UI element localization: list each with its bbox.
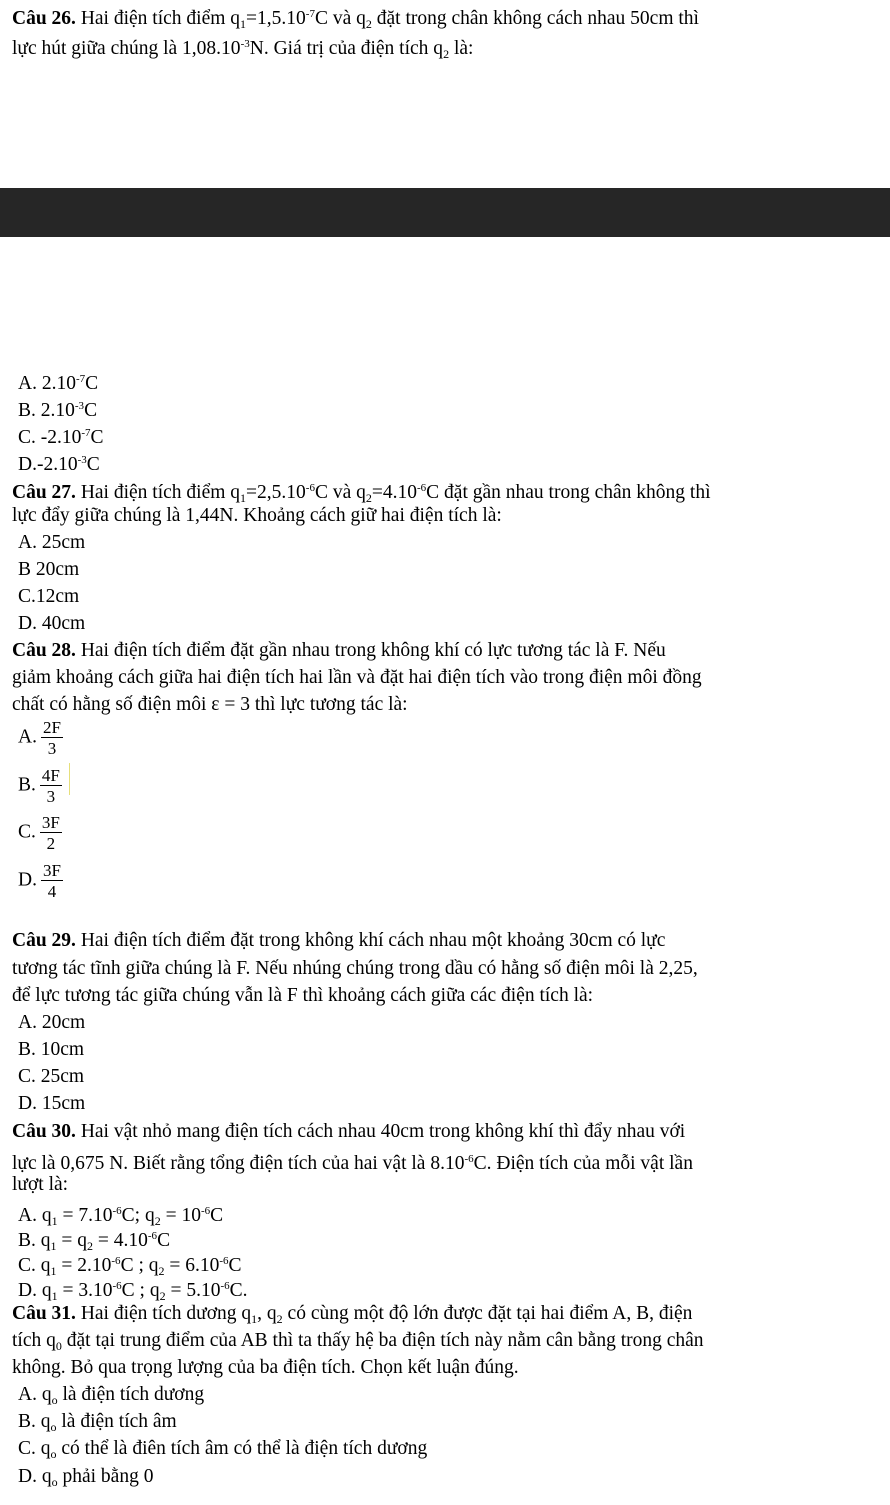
q27-option-d[interactable]: D. 40cm [18, 613, 86, 634]
option-sub: 2 [154, 1214, 161, 1228]
q30-line-3: lượt là: [12, 1174, 69, 1195]
fraction [40, 767, 62, 805]
option-text: B. 2.10 [18, 400, 75, 421]
option-text: C [84, 400, 98, 421]
fraction [41, 862, 63, 900]
option-sub: 1 [51, 1214, 58, 1228]
option-text: D.-2.10 [18, 454, 78, 475]
option-text: C. q [18, 1255, 51, 1276]
q31-text: có cùng một độ lớn được đặt tại hai điểm A, B, điện [282, 1303, 693, 1324]
option-sub: o [50, 1447, 57, 1461]
q30-text: Hai vật nhỏ mang điện tích cách nhau 40cm trong không khí thì đẩy nhau với [75, 1121, 686, 1142]
option-text: C [157, 1230, 171, 1251]
option-sub: 1 [50, 1239, 57, 1253]
q27-label: Câu 27. [12, 482, 76, 503]
q30-label: Câu 30. [12, 1121, 76, 1142]
option-text: C [85, 373, 99, 394]
fraction-denominator: 4 [47, 882, 57, 901]
option-sub: o [51, 1475, 58, 1489]
q26-text: =1,5.10 [246, 8, 306, 29]
option-sub: 2 [87, 1239, 94, 1253]
q27-option-a[interactable]: A. 25cm [18, 532, 86, 553]
option-exp: -6 [111, 1255, 121, 1267]
q28-line-1 [12, 640, 666, 662]
q26-text: N. Giá trị của điện tích q [249, 38, 444, 59]
option-text: D. q [18, 1280, 52, 1301]
option-text: A. 2.10 [18, 373, 76, 394]
option-text: là điện tích dương [57, 1384, 205, 1405]
q31-option-d[interactable] [18, 1466, 153, 1493]
option-exp: -6 [147, 1230, 158, 1242]
option-text: C. -2.10 [18, 427, 82, 448]
q26-line-1 [12, 3, 699, 35]
option-text: D. q [18, 1466, 52, 1487]
q27-exp: -6 [305, 482, 315, 494]
option-text: = q [56, 1230, 88, 1251]
q29-line-2: tương tác tĩnh giữa chúng là F. Nếu nhúng chúng trong dầu có hằng số điện môi là 2,25, [12, 958, 698, 979]
q31-option-c[interactable] [18, 1438, 427, 1465]
q27-text: =2,5.10 [246, 482, 306, 503]
option-text: C [228, 1255, 242, 1276]
option-exp: -6 [112, 1280, 122, 1292]
option-text: có thể là điên tích âm có thể là điện tích dương [56, 1438, 428, 1459]
q26-text: đặt trong chân không cách nhau 50cm thì [371, 8, 699, 29]
q27-sub: 1 [240, 491, 247, 505]
option-text: C [86, 454, 100, 475]
q28-option-c[interactable] [18, 814, 62, 852]
q28-text: Hai điện tích điểm đặt gần nhau trong không khí có lực tương tác là F. Nếu [75, 640, 666, 661]
option-text: A. q [18, 1384, 52, 1405]
fraction-denominator: 3 [46, 787, 56, 806]
q28-line-3: chất có hằng số điện môi ε = 3 thì lực tương tác là: [12, 694, 408, 715]
q29-line-1 [12, 930, 665, 952]
option-text: C [210, 1205, 224, 1226]
option-sub: 2 [158, 1264, 165, 1278]
q31-text: , q [257, 1303, 277, 1324]
q26-text: C và q [314, 8, 366, 29]
fraction-numerator: 4F [41, 766, 60, 785]
q29-option-d[interactable]: D. 15cm [18, 1093, 86, 1114]
q28-option-a[interactable] [18, 719, 63, 757]
q26-line-2 [12, 33, 473, 65]
option-exp: -6 [220, 1280, 230, 1292]
option-exp: -6 [112, 1205, 122, 1217]
q31-text: đặt tại trung điểm của AB thì ta thấy hệ ba điện tích này nằm cân bằng trong chân [61, 1330, 704, 1351]
option-text: = 4.10 [93, 1230, 148, 1251]
q27-sub: 2 [365, 491, 372, 505]
q26-option-c[interactable] [18, 422, 104, 449]
fraction-numerator: 3F [42, 861, 61, 880]
q31-line-2 [12, 1330, 704, 1357]
fraction [41, 719, 63, 757]
option-sub: 2 [159, 1289, 166, 1303]
q31-label: Câu 31. [12, 1303, 76, 1324]
q31-line-3: không. Bỏ qua trọng lượng của ba điện tích. Chọn kết luận đúng. [12, 1357, 519, 1378]
q28-line-2: giảm khoảng cách giữa hai điện tích hai lần và đặt hai điện tích vào trong điện môi đồng [12, 667, 702, 688]
q31-option-a[interactable] [18, 1384, 204, 1411]
q30-line-2 [12, 1148, 693, 1175]
q27-line-2: lực đẩy giữa chúng là 1,44N. Khoảng cách giữ hai điện tích là: [12, 505, 502, 526]
option-text: B. q [18, 1411, 51, 1432]
option-text: C; q [121, 1205, 155, 1226]
option-text: phải bằng 0 [57, 1466, 154, 1487]
q26-label: Câu 26. [12, 8, 76, 29]
q30-line-1 [12, 1121, 685, 1143]
q26-option-b[interactable] [18, 395, 97, 422]
q29-option-b[interactable]: B. 10cm [18, 1039, 85, 1060]
option-text: = 5.10 [165, 1280, 221, 1301]
q27-option-c[interactable]: C.12cm [18, 586, 80, 607]
q26-text: lực hút giữa chúng là 1,08.10 [12, 38, 241, 59]
q26-option-a[interactable] [18, 368, 98, 395]
q28-option-d[interactable] [18, 862, 63, 900]
q31-text: tích q [12, 1330, 56, 1351]
option-exp: -3 [74, 400, 85, 412]
option-text: C. [229, 1280, 248, 1301]
q29-option-a[interactable]: A. 20cm [18, 1012, 86, 1033]
q29-option-c[interactable]: C. 25cm [18, 1066, 85, 1087]
option-sub: 1 [50, 1264, 57, 1278]
q31-sub: 0 [55, 1339, 62, 1353]
q27-text: =4.10 [371, 482, 417, 503]
q28-option-b[interactable] [18, 767, 62, 805]
q26-text: là: [449, 38, 474, 59]
q30-text: lực là 0,675 N. Biết rằng tổng điện tích của hai vật là 8.10 [12, 1153, 465, 1174]
q29-text: Hai điện tích điểm đặt trong không khí cách nhau một khoảng 30cm có lực [75, 930, 666, 951]
fraction-denominator: 3 [47, 739, 57, 758]
option-text: = 10 [160, 1205, 201, 1226]
dark-band [0, 188, 890, 237]
option-text: A. q [18, 1205, 52, 1226]
option-exp: -3 [77, 454, 87, 466]
option-letter: A. [18, 726, 37, 748]
q28-label: Câu 28. [12, 640, 76, 661]
option-exp: -7 [81, 427, 91, 439]
q27-text: C và q [314, 482, 366, 503]
text-cursor [69, 763, 70, 795]
option-sub: 1 [51, 1289, 58, 1303]
option-text: = 7.10 [57, 1205, 113, 1226]
option-text: = 6.10 [164, 1255, 220, 1276]
option-letter: B. [18, 774, 36, 796]
option-sub: o [50, 1420, 57, 1434]
option-exp: -6 [219, 1255, 229, 1267]
q26-exp: -3 [240, 38, 250, 50]
q29-label: Câu 29. [12, 930, 76, 951]
q26-option-d[interactable] [18, 449, 100, 476]
option-text: C [90, 427, 104, 448]
q27-text: C đặt gần nhau trong chân không thì [426, 482, 711, 503]
fraction-denominator: 2 [46, 834, 56, 853]
q27-exp: -6 [417, 482, 427, 494]
q27-option-b[interactable]: B 20cm [18, 559, 80, 580]
q31-option-b[interactable] [18, 1411, 177, 1438]
option-text: B. q [18, 1230, 51, 1251]
q26-sub: 2 [365, 17, 372, 31]
option-text: C ; q [120, 1255, 159, 1276]
q26-sub: 1 [240, 17, 247, 31]
q26-text: Hai điện tích điểm q [75, 8, 241, 29]
q27-text: Hai điện tích điểm q [75, 482, 241, 503]
option-sub: o [51, 1393, 58, 1407]
option-letter: C. [18, 821, 36, 843]
q26-exp: -7 [305, 8, 315, 20]
option-text: C ; q [121, 1280, 160, 1301]
fraction-numerator: 2F [42, 718, 61, 737]
fraction [40, 814, 62, 852]
option-letter: D. [18, 869, 37, 891]
q30-text: C. Điện tích của mỗi vật lần [473, 1153, 693, 1174]
q31-sub: 2 [276, 1312, 283, 1326]
option-text: là điện tích âm [56, 1411, 177, 1432]
q26-sub: 2 [443, 47, 450, 61]
option-exp: -7 [75, 373, 86, 385]
q30-exp: -6 [464, 1153, 474, 1165]
option-text: C. q [18, 1438, 51, 1459]
q31-text: Hai điện tích dương q [75, 1303, 252, 1324]
q31-line-1 [12, 1303, 692, 1330]
option-text: = 2.10 [56, 1255, 112, 1276]
q31-sub: 1 [251, 1312, 258, 1326]
fraction-numerator: 3F [41, 813, 60, 832]
option-exp: -6 [200, 1205, 211, 1217]
q29-line-3: để lực tương tác giữa chúng vẫn là F thì khoảng cách giữa các điện tích là: [12, 985, 594, 1006]
option-text: = 3.10 [57, 1280, 113, 1301]
